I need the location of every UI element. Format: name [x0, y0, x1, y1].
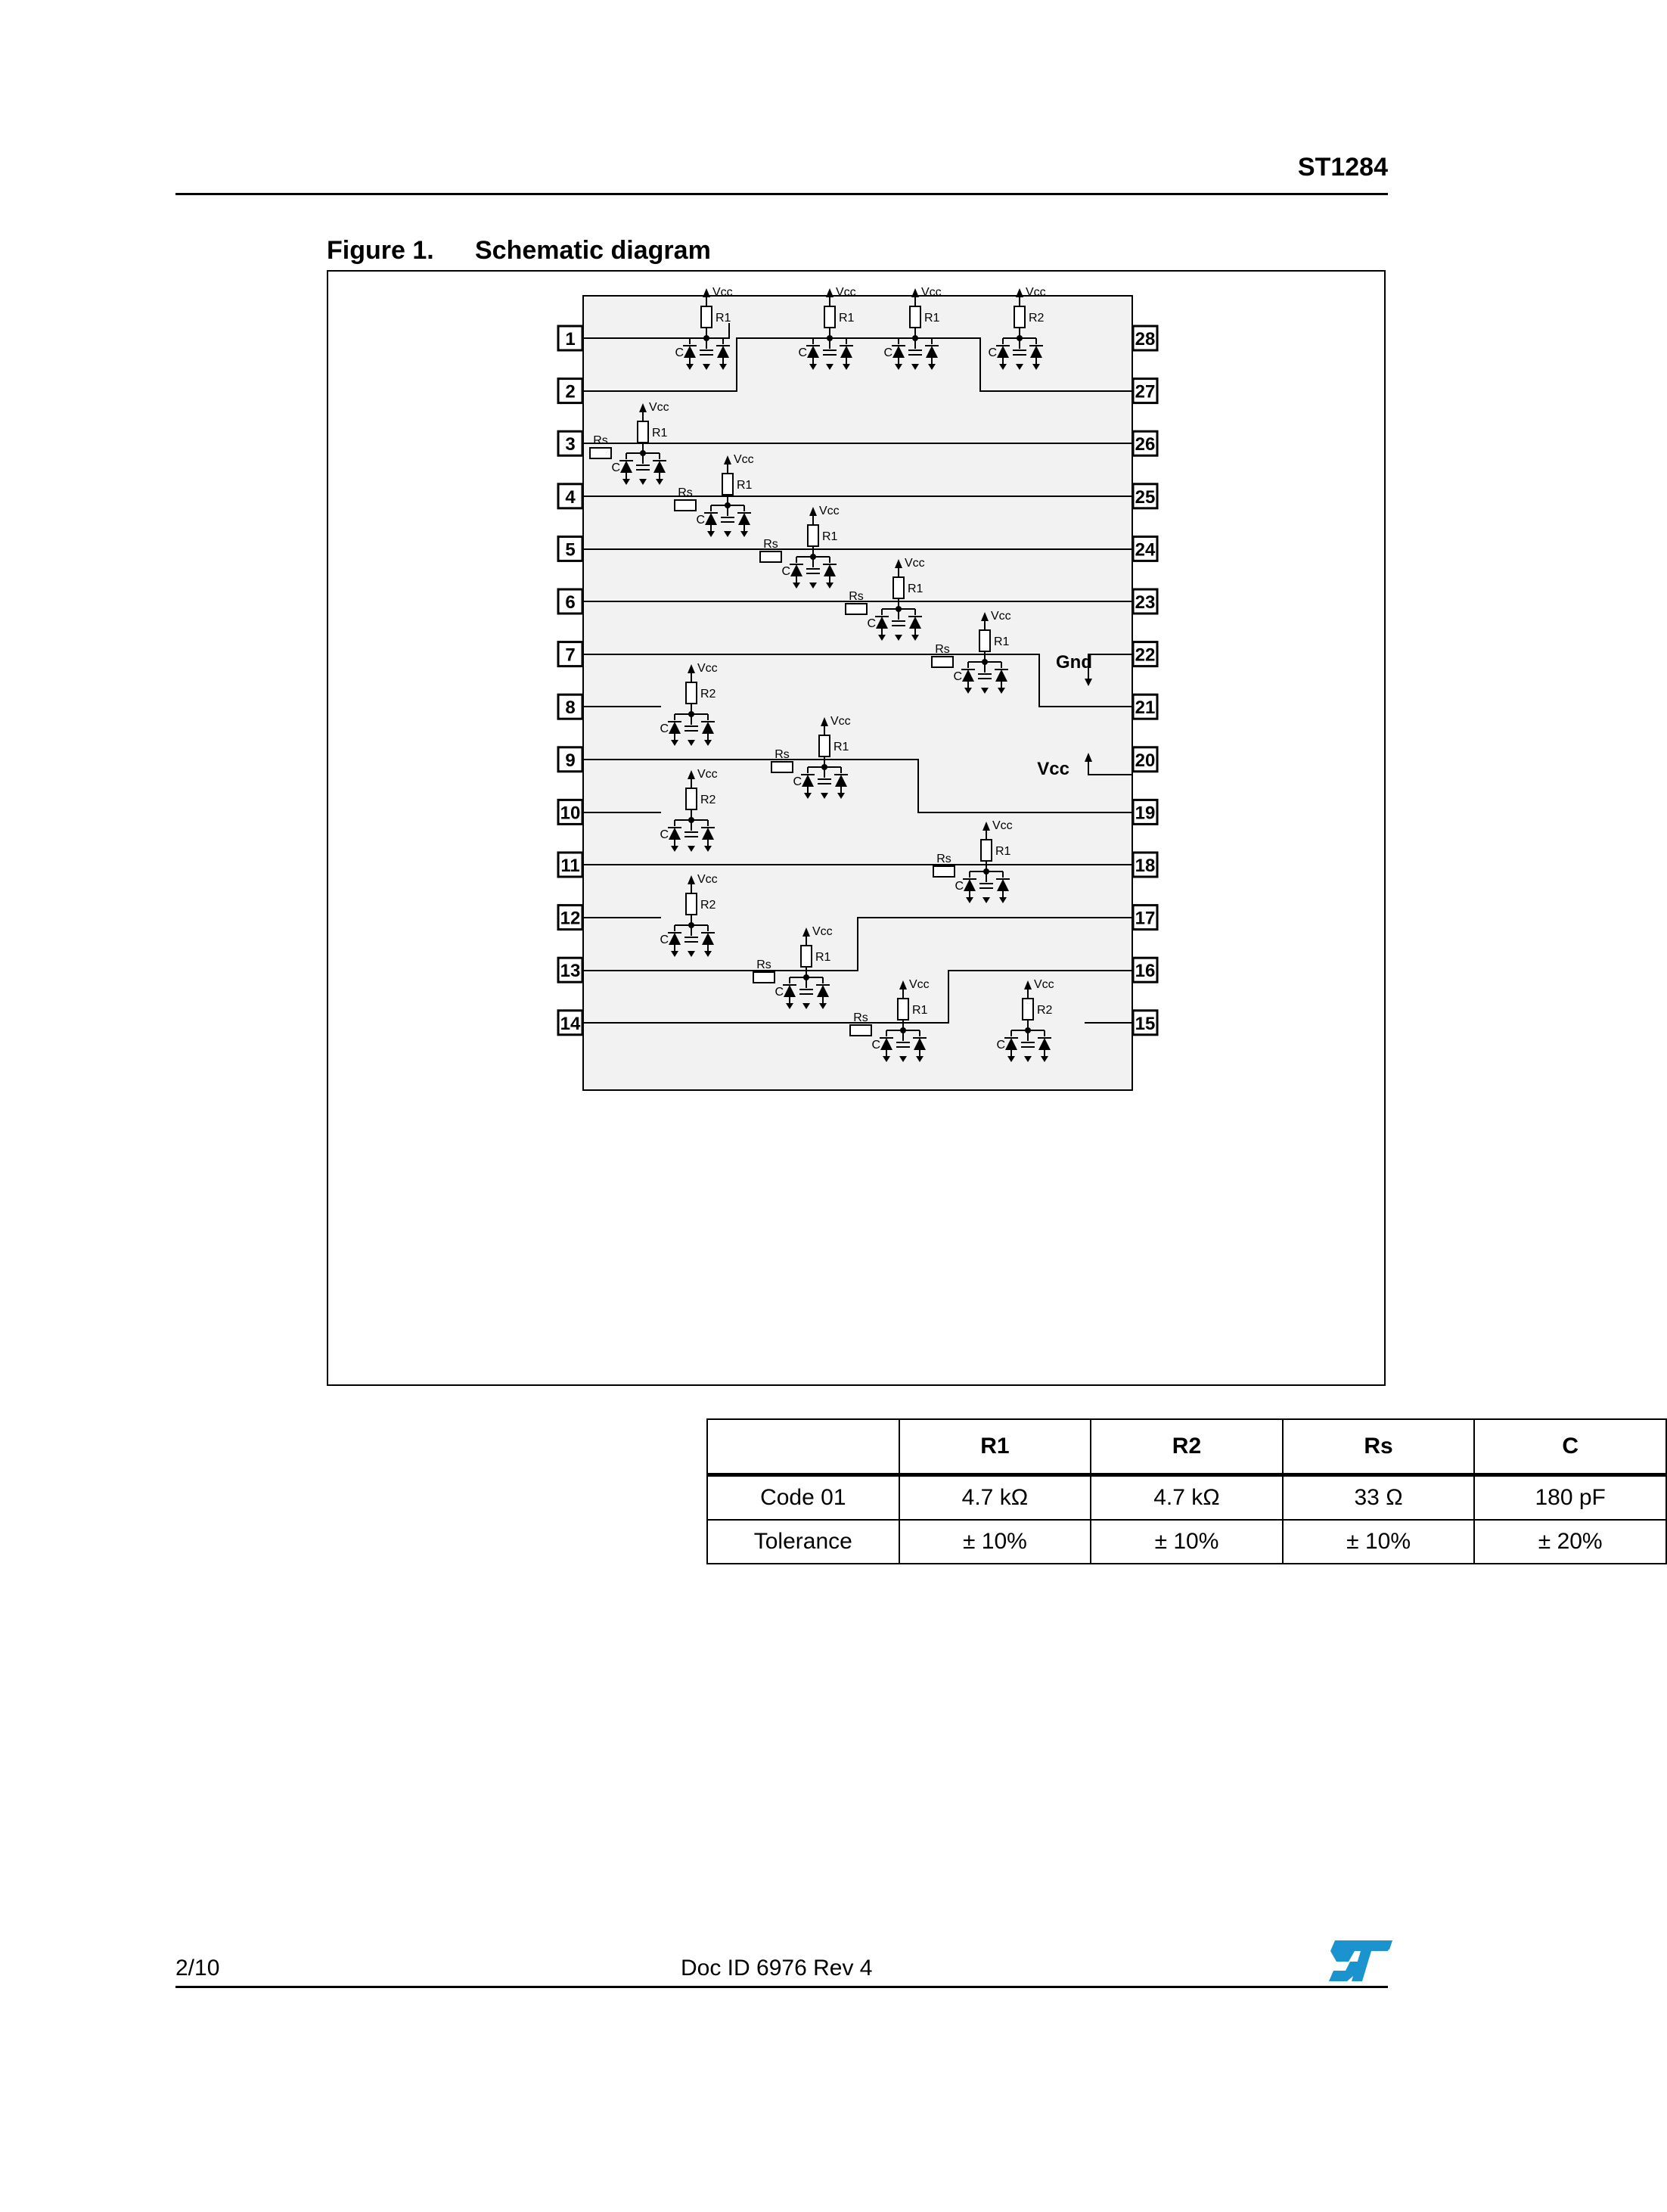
- resistor-label: R2: [1037, 1004, 1053, 1017]
- pin-label: 9: [565, 750, 576, 771]
- pin-label: 24: [1135, 539, 1156, 561]
- resistor-label: R1: [737, 479, 753, 492]
- capacitor-label: C: [953, 670, 962, 683]
- table-cell: ± 10%: [899, 1520, 1091, 1564]
- resistor: [722, 474, 733, 495]
- vcc-arrow-icon: [1016, 288, 1023, 297]
- pin-label: 16: [1135, 961, 1156, 982]
- pin-label: 5: [565, 539, 576, 561]
- table-cell: Code 01: [707, 1475, 899, 1521]
- capacitor-label: C: [781, 565, 790, 578]
- vcc-label: Vcc: [1034, 978, 1054, 991]
- resistor: [824, 306, 835, 328]
- vcc-label: Vcc: [812, 925, 833, 938]
- document-title: ST1284: [1297, 153, 1388, 182]
- capacitor-label: C: [660, 828, 669, 841]
- resistor-label: R1: [815, 951, 831, 964]
- pin-label: 11: [560, 856, 580, 876]
- pin-label: 6: [565, 592, 576, 613]
- vcc-label: Vcc: [712, 286, 733, 299]
- pin-label: 22: [1135, 645, 1156, 666]
- table-row: [707, 1520, 1666, 1564]
- resistor-label: R2: [700, 688, 716, 701]
- schematic-diagram: [328, 272, 1387, 1179]
- pin-label: 1: [565, 329, 576, 350]
- resistor-label: R2: [700, 794, 716, 806]
- st-logo: [1327, 1939, 1394, 1983]
- series-resistor-label: Rs: [756, 958, 771, 971]
- resistor-label: R2: [1029, 312, 1045, 325]
- resistor: [638, 421, 648, 443]
- resistor: [898, 999, 908, 1020]
- table-header-cell: [707, 1419, 899, 1475]
- series-resistor-label: Rs: [849, 590, 864, 603]
- vcc-label: Vcc: [697, 873, 718, 886]
- capacitor-label: C: [871, 1039, 880, 1052]
- series-resistor: [771, 762, 793, 772]
- vcc-arrow-icon: [703, 288, 710, 297]
- vcc-label: Vcc: [830, 715, 851, 728]
- series-resistor-label: Rs: [936, 853, 951, 865]
- resistor-label: R1: [994, 635, 1010, 648]
- resistor: [801, 946, 812, 967]
- capacitor-label: C: [988, 346, 997, 359]
- series-resistor-label: Rs: [763, 538, 778, 551]
- vcc-label: Vcc: [921, 286, 942, 299]
- pin-label: 17: [1135, 908, 1156, 929]
- figure-title: Schematic diagram: [475, 236, 711, 265]
- vcc-pin-label: Vcc: [1037, 759, 1069, 779]
- table-cell: 4.7 kΩ: [1091, 1475, 1283, 1521]
- pin-label: 4: [565, 486, 576, 508]
- vcc-label: Vcc: [819, 505, 840, 517]
- page-number: 2/10: [175, 1956, 220, 1981]
- capacitor-label: C: [611, 461, 620, 474]
- resistor-label: R1: [716, 312, 731, 325]
- table-cell: ± 10%: [1091, 1520, 1283, 1564]
- vcc-label: Vcc: [649, 401, 669, 414]
- pin-label: 21: [1135, 697, 1156, 719]
- vcc-arrow-icon: [911, 288, 919, 297]
- capacitor-label: C: [798, 346, 807, 359]
- table-header-cell: Rs: [1283, 1419, 1475, 1475]
- table-cell: ± 20%: [1474, 1520, 1666, 1564]
- series-resistor-label: Rs: [678, 486, 693, 499]
- resistor: [981, 840, 992, 861]
- table-header-cell: C: [1474, 1419, 1666, 1475]
- resistor-label: R2: [700, 899, 716, 912]
- vcc-label: Vcc: [992, 819, 1013, 832]
- footer-rule: [175, 1986, 1388, 1988]
- pin-label: 26: [1135, 434, 1156, 455]
- series-resistor: [753, 972, 775, 983]
- table-header-cell: R2: [1091, 1419, 1283, 1475]
- resistor-label: R1: [908, 583, 924, 595]
- resistor: [819, 735, 830, 756]
- pin-label: 3: [565, 434, 576, 455]
- pin-label: 8: [565, 697, 576, 719]
- vcc-arrow-icon: [826, 288, 834, 297]
- vcc-label: Vcc: [909, 978, 930, 991]
- pin-label: 12: [560, 908, 581, 929]
- capacitor-label: C: [696, 514, 705, 527]
- vcc-label: Vcc: [697, 662, 718, 675]
- series-resistor: [846, 604, 867, 614]
- capacitor-label: C: [867, 617, 876, 630]
- capacitor-label: C: [996, 1039, 1005, 1052]
- table-header-cell: R1: [899, 1419, 1091, 1475]
- pin-label: 28: [1135, 329, 1156, 350]
- resistor-label: R1: [924, 312, 940, 325]
- pin-label: 23: [1135, 592, 1156, 613]
- pin-label: 2: [565, 381, 576, 402]
- table-cell: ± 10%: [1283, 1520, 1475, 1564]
- vcc-label: Vcc: [1026, 286, 1046, 299]
- resistor: [893, 577, 904, 598]
- vcc-label: Vcc: [991, 610, 1011, 623]
- table-cell: Tolerance: [707, 1520, 899, 1564]
- pin-label: 13: [560, 961, 581, 982]
- resistor: [686, 682, 697, 704]
- capacitor-label: C: [955, 880, 964, 893]
- vcc-label: Vcc: [734, 453, 754, 466]
- pin-label: 7: [565, 645, 576, 666]
- resistor-label: R1: [822, 530, 838, 543]
- header-rule: [175, 193, 1388, 195]
- series-resistor: [933, 866, 955, 877]
- component-values-table: [706, 1418, 1667, 1564]
- resistor-label: R1: [912, 1004, 928, 1017]
- resistor-label: R1: [995, 845, 1011, 858]
- figure-label: Figure 1.: [327, 236, 434, 265]
- table-cell: 180 pF: [1474, 1475, 1666, 1521]
- capacitor-label: C: [675, 346, 684, 359]
- pin-label: 20: [1135, 750, 1156, 771]
- series-resistor: [590, 448, 611, 458]
- pin-label: 18: [1135, 856, 1156, 876]
- series-resistor: [675, 500, 696, 511]
- resistor: [910, 306, 920, 328]
- pin-label: 19: [1135, 803, 1156, 824]
- resistor: [808, 525, 818, 546]
- table-row: [707, 1475, 1666, 1521]
- resistor: [701, 306, 712, 328]
- capacitor-label: C: [660, 934, 669, 946]
- vcc-label: Vcc: [836, 286, 856, 299]
- vcc-label: Vcc: [905, 557, 925, 570]
- capacitor-label: C: [775, 986, 784, 999]
- resistor: [686, 893, 697, 915]
- resistor-label: R1: [652, 427, 668, 440]
- resistor: [979, 630, 990, 651]
- table-header-row: [707, 1419, 1666, 1475]
- series-resistor-label: Rs: [853, 1011, 868, 1024]
- table-cell: 4.7 kΩ: [899, 1475, 1091, 1521]
- series-resistor-label: Rs: [593, 434, 608, 447]
- series-resistor-label: Rs: [935, 643, 950, 656]
- pin-label: 14: [560, 1013, 581, 1034]
- resistor: [1014, 306, 1025, 328]
- capacitor-label: C: [793, 775, 802, 788]
- table-cell: 33 Ω: [1283, 1475, 1475, 1521]
- series-resistor: [932, 657, 953, 667]
- series-resistor: [760, 551, 781, 562]
- series-resistor: [850, 1025, 871, 1036]
- resistor: [1023, 999, 1033, 1020]
- pin-label: 27: [1135, 381, 1156, 402]
- pin-label: 15: [1135, 1013, 1156, 1034]
- series-resistor-label: Rs: [775, 748, 790, 761]
- resistor-label: R1: [834, 741, 849, 753]
- figure-frame: [327, 270, 1606, 1554]
- pin-label: 10: [560, 803, 581, 824]
- pin-label: 25: [1135, 486, 1156, 508]
- capacitor-label: C: [660, 722, 669, 735]
- resistor-label: R1: [839, 312, 855, 325]
- vcc-label: Vcc: [697, 768, 718, 781]
- document-id: Doc ID 6976 Rev 4: [681, 1956, 873, 1981]
- resistor: [686, 788, 697, 809]
- capacitor-label: C: [883, 346, 892, 359]
- gnd-pin-label: Gnd: [1056, 652, 1092, 673]
